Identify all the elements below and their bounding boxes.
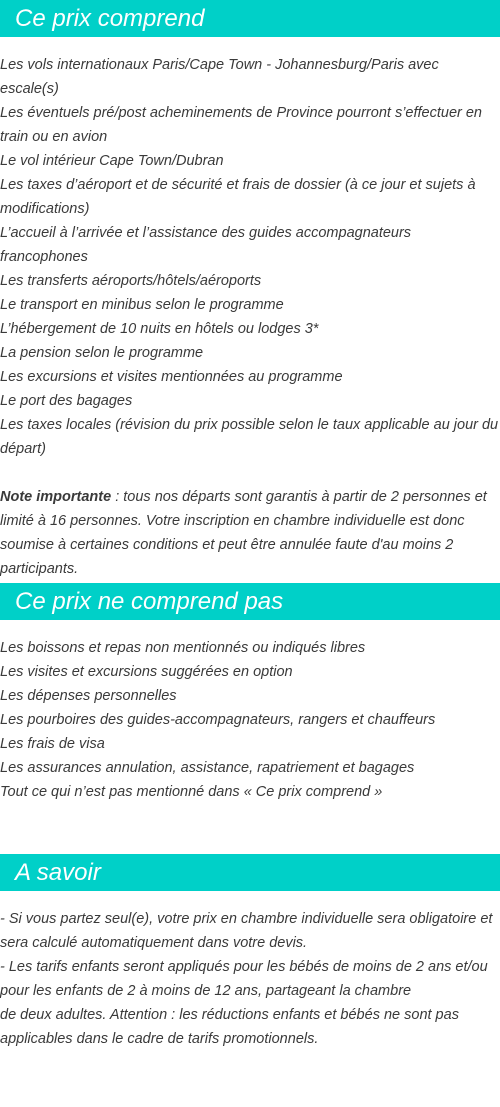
excludes-item: Les boissons et repas non mentionnés ou indiqués libres	[0, 640, 366, 656]
includes-section-title: Ce prix comprend	[0, 0, 500, 37]
includes-item: Le port des bagages	[0, 393, 133, 409]
info-paragraph-children-rates: - Les tarifs enfants seront appliqués pour les bébés de moins de 2 ans et/ou pour les enfants de 2 à moins de 12 ans, partageant la chambre	[0, 959, 488, 999]
includes-item: La pension selon le programme	[0, 345, 204, 361]
excludes-item: Les pourboires des guides-accompagnateurs, rangers et chauffeurs	[0, 712, 436, 728]
includes-item: Les excursions et visites mentionnées au programme	[0, 369, 343, 385]
important-note-label: Note importante	[0, 489, 112, 505]
important-note	[0, 485, 500, 581]
info-section-title: A savoir	[0, 854, 500, 891]
excludes-section-title: Ce prix ne comprend pas	[0, 583, 500, 620]
info-section-body	[0, 907, 500, 1051]
includes-item: Le transport en minibus selon le programme	[0, 297, 284, 313]
excludes-item: Tout ce qui n’est pas mentionné dans « Ce prix comprend »	[0, 784, 383, 800]
info-paragraph-single-room: - Si vous partez seul(e), votre prix en chambre individuelle sera obligatoire et sera calculé automatiquement dans votre devis.	[0, 911, 493, 951]
excludes-item: Les visites et excursions suggérées en option	[0, 664, 293, 680]
excludes-section-body	[0, 636, 500, 804]
includes-item: Les transferts aéroports/hôtels/aéroports	[0, 273, 262, 289]
includes-item: Les taxes locales (révision du prix possible selon le taux applicable au jour du départ)	[0, 417, 499, 457]
excludes-item: Les frais de visa	[0, 736, 105, 752]
includes-item: Les vols internationaux Paris/Cape Town - Johannesburg/Paris avec escale(s)	[0, 57, 439, 97]
info-paragraph-children-rates-continued: de deux adultes. Attention : les réductions enfants et bébés ne sont pas applicables dans le cadre de tarifs promotionnels.	[0, 1007, 459, 1047]
includes-item: L’accueil à l’arrivée et l’assistance des guides accompagnateurs francophones	[0, 225, 412, 265]
includes-item: Le vol intérieur Cape Town/Dubran	[0, 153, 224, 169]
includes-item: L’hébergement de 10 nuits en hôtels ou lodges 3*	[0, 321, 319, 337]
excludes-item: Les assurances annulation, assistance, rapatriement et bagages	[0, 760, 415, 776]
includes-item: Les taxes d’aéroport et de sécurité et frais de dossier (à ce jour et sujets à modifications)	[0, 177, 476, 217]
important-note-text: : tous nos départs sont garantis à partir de 2 personnes et limité à 16 personnes. Votre inscription en chambre individuelle est donc soumise à certaines conditions et peut être annulée faute d'au moins 2 participants.	[0, 489, 487, 577]
excludes-item: Les dépenses personnelles	[0, 688, 177, 704]
includes-section-body	[0, 53, 500, 581]
includes-item: Les éventuels pré/post acheminements de Province pourront s’effectuer en train ou en avion	[0, 105, 482, 145]
